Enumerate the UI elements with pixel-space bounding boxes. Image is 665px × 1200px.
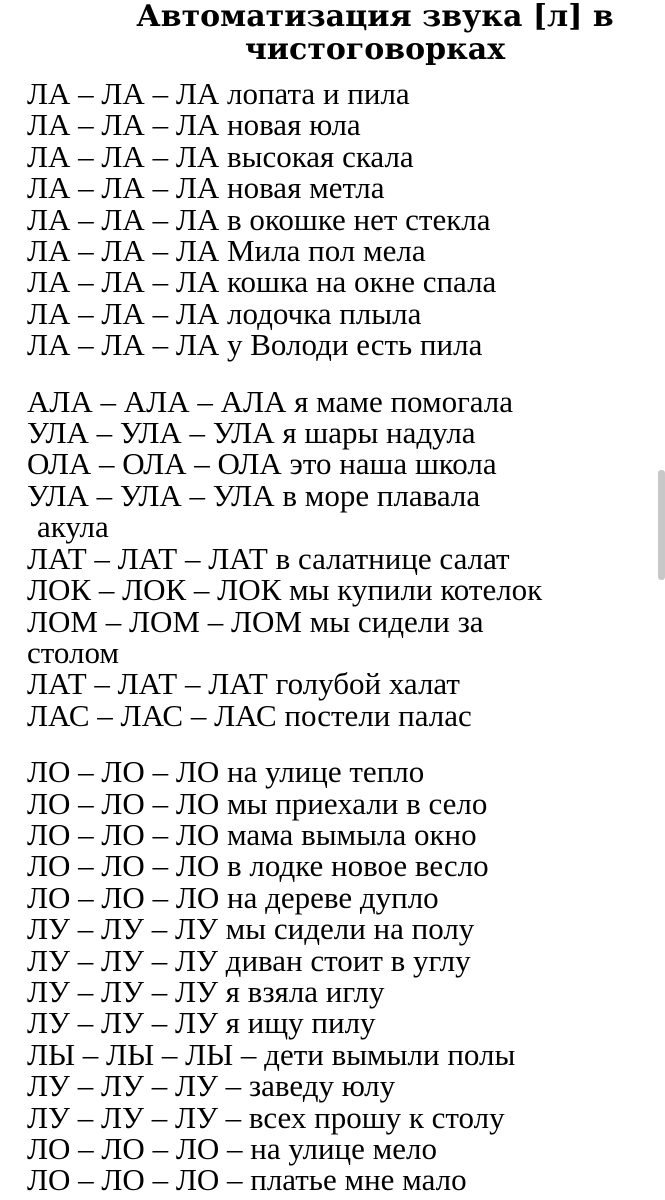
document-title: Автоматизация звука [л] в чистоговорках — [136, 0, 614, 67]
text-line: ЛО – ЛО – ЛО – платье мне мало — [27, 1162, 467, 1198]
text-line: акула — [37, 509, 109, 545]
text-line: ЛА – ЛА – ЛА лодочка плыла — [27, 295, 422, 331]
text-line: ЛО – ЛО – ЛО на улице тепло — [27, 754, 425, 790]
text-line: ЛА – ЛА – ЛА Мила пол мела — [27, 233, 426, 269]
text-line: УЛА – УЛА – УЛА в море плавала — [27, 477, 481, 513]
text-line: ЛОМ – ЛОМ – ЛОМ мы сидели за — [27, 603, 484, 639]
text-line: ЛО – ЛО – ЛО мы приехали в село — [27, 785, 488, 821]
scrollbar-thumb[interactable] — [658, 470, 665, 580]
text-line: ЛО – ЛО – ЛО в лодке новое весло — [27, 848, 489, 884]
text-line: ОЛА – ОЛА – ОЛА это наша школа — [27, 446, 497, 482]
text-line: ЛО – ЛО – ЛО мама вымыла окно — [27, 816, 477, 852]
text-line: ЛЫ – ЛЫ – ЛЫ – дети вымыли полы — [27, 1036, 516, 1072]
stanza-lo-lu-ly — [27, 756, 657, 1196]
text-line: ЛАС – ЛАС – ЛАС постели палас — [27, 697, 472, 733]
text-line: ЛА – ЛА – ЛА кошка на окне спала — [27, 264, 497, 300]
text-line: ЛА – ЛА – ЛА новая юла — [27, 107, 361, 143]
text-line: ЛОК – ЛОК – ЛОК мы купили котелок — [27, 572, 543, 608]
text-line: ЛУ – ЛУ – ЛУ – всех прошу к столу — [27, 1099, 505, 1135]
text-line: ЛУ – ЛУ – ЛУ мы сидели на полу — [27, 911, 475, 947]
text-line: ЛАТ – ЛАТ – ЛАТ голубой халат — [27, 666, 460, 702]
text-line: ЛУ – ЛУ – ЛУ – заведу юлу — [27, 1068, 396, 1104]
text-line: АЛА – АЛА – АЛА я маме помогала — [27, 383, 514, 419]
text-line: ЛА – ЛА – ЛА у Володи есть пила — [27, 327, 483, 363]
text-line: ЛА – ЛА – ЛА новая метла — [27, 170, 385, 206]
text-line: ЛО – ЛО – ЛО на дереве дупло — [27, 879, 439, 915]
text-line: ЛА – ЛА – ЛА высокая скала — [27, 138, 414, 174]
text-line: ЛА – ЛА – ЛА в окошке нет стекла — [27, 201, 491, 237]
text-line: ЛА – ЛА – ЛА лопата и пила — [27, 76, 410, 111]
text-line: ЛУ – ЛУ – ЛУ я ищу пилу — [27, 1005, 376, 1041]
stanza-la — [27, 78, 657, 361]
text-line: столом — [27, 634, 119, 670]
text-line: ЛО – ЛО – ЛО – на улице мело — [27, 1131, 437, 1166]
text-line: УЛА – УЛА – УЛА я шары надула — [27, 415, 476, 451]
stanza-syllables-mixed — [27, 383, 657, 733]
text-line: ЛАТ – ЛАТ – ЛАТ в салатнице салат — [27, 540, 510, 576]
text-line: ЛУ – ЛУ – ЛУ диван стоит в углу — [27, 942, 471, 978]
text-line: ЛУ – ЛУ – ЛУ я взяла иглу — [27, 973, 385, 1009]
tongue-twister-list — [27, 78, 657, 1196]
